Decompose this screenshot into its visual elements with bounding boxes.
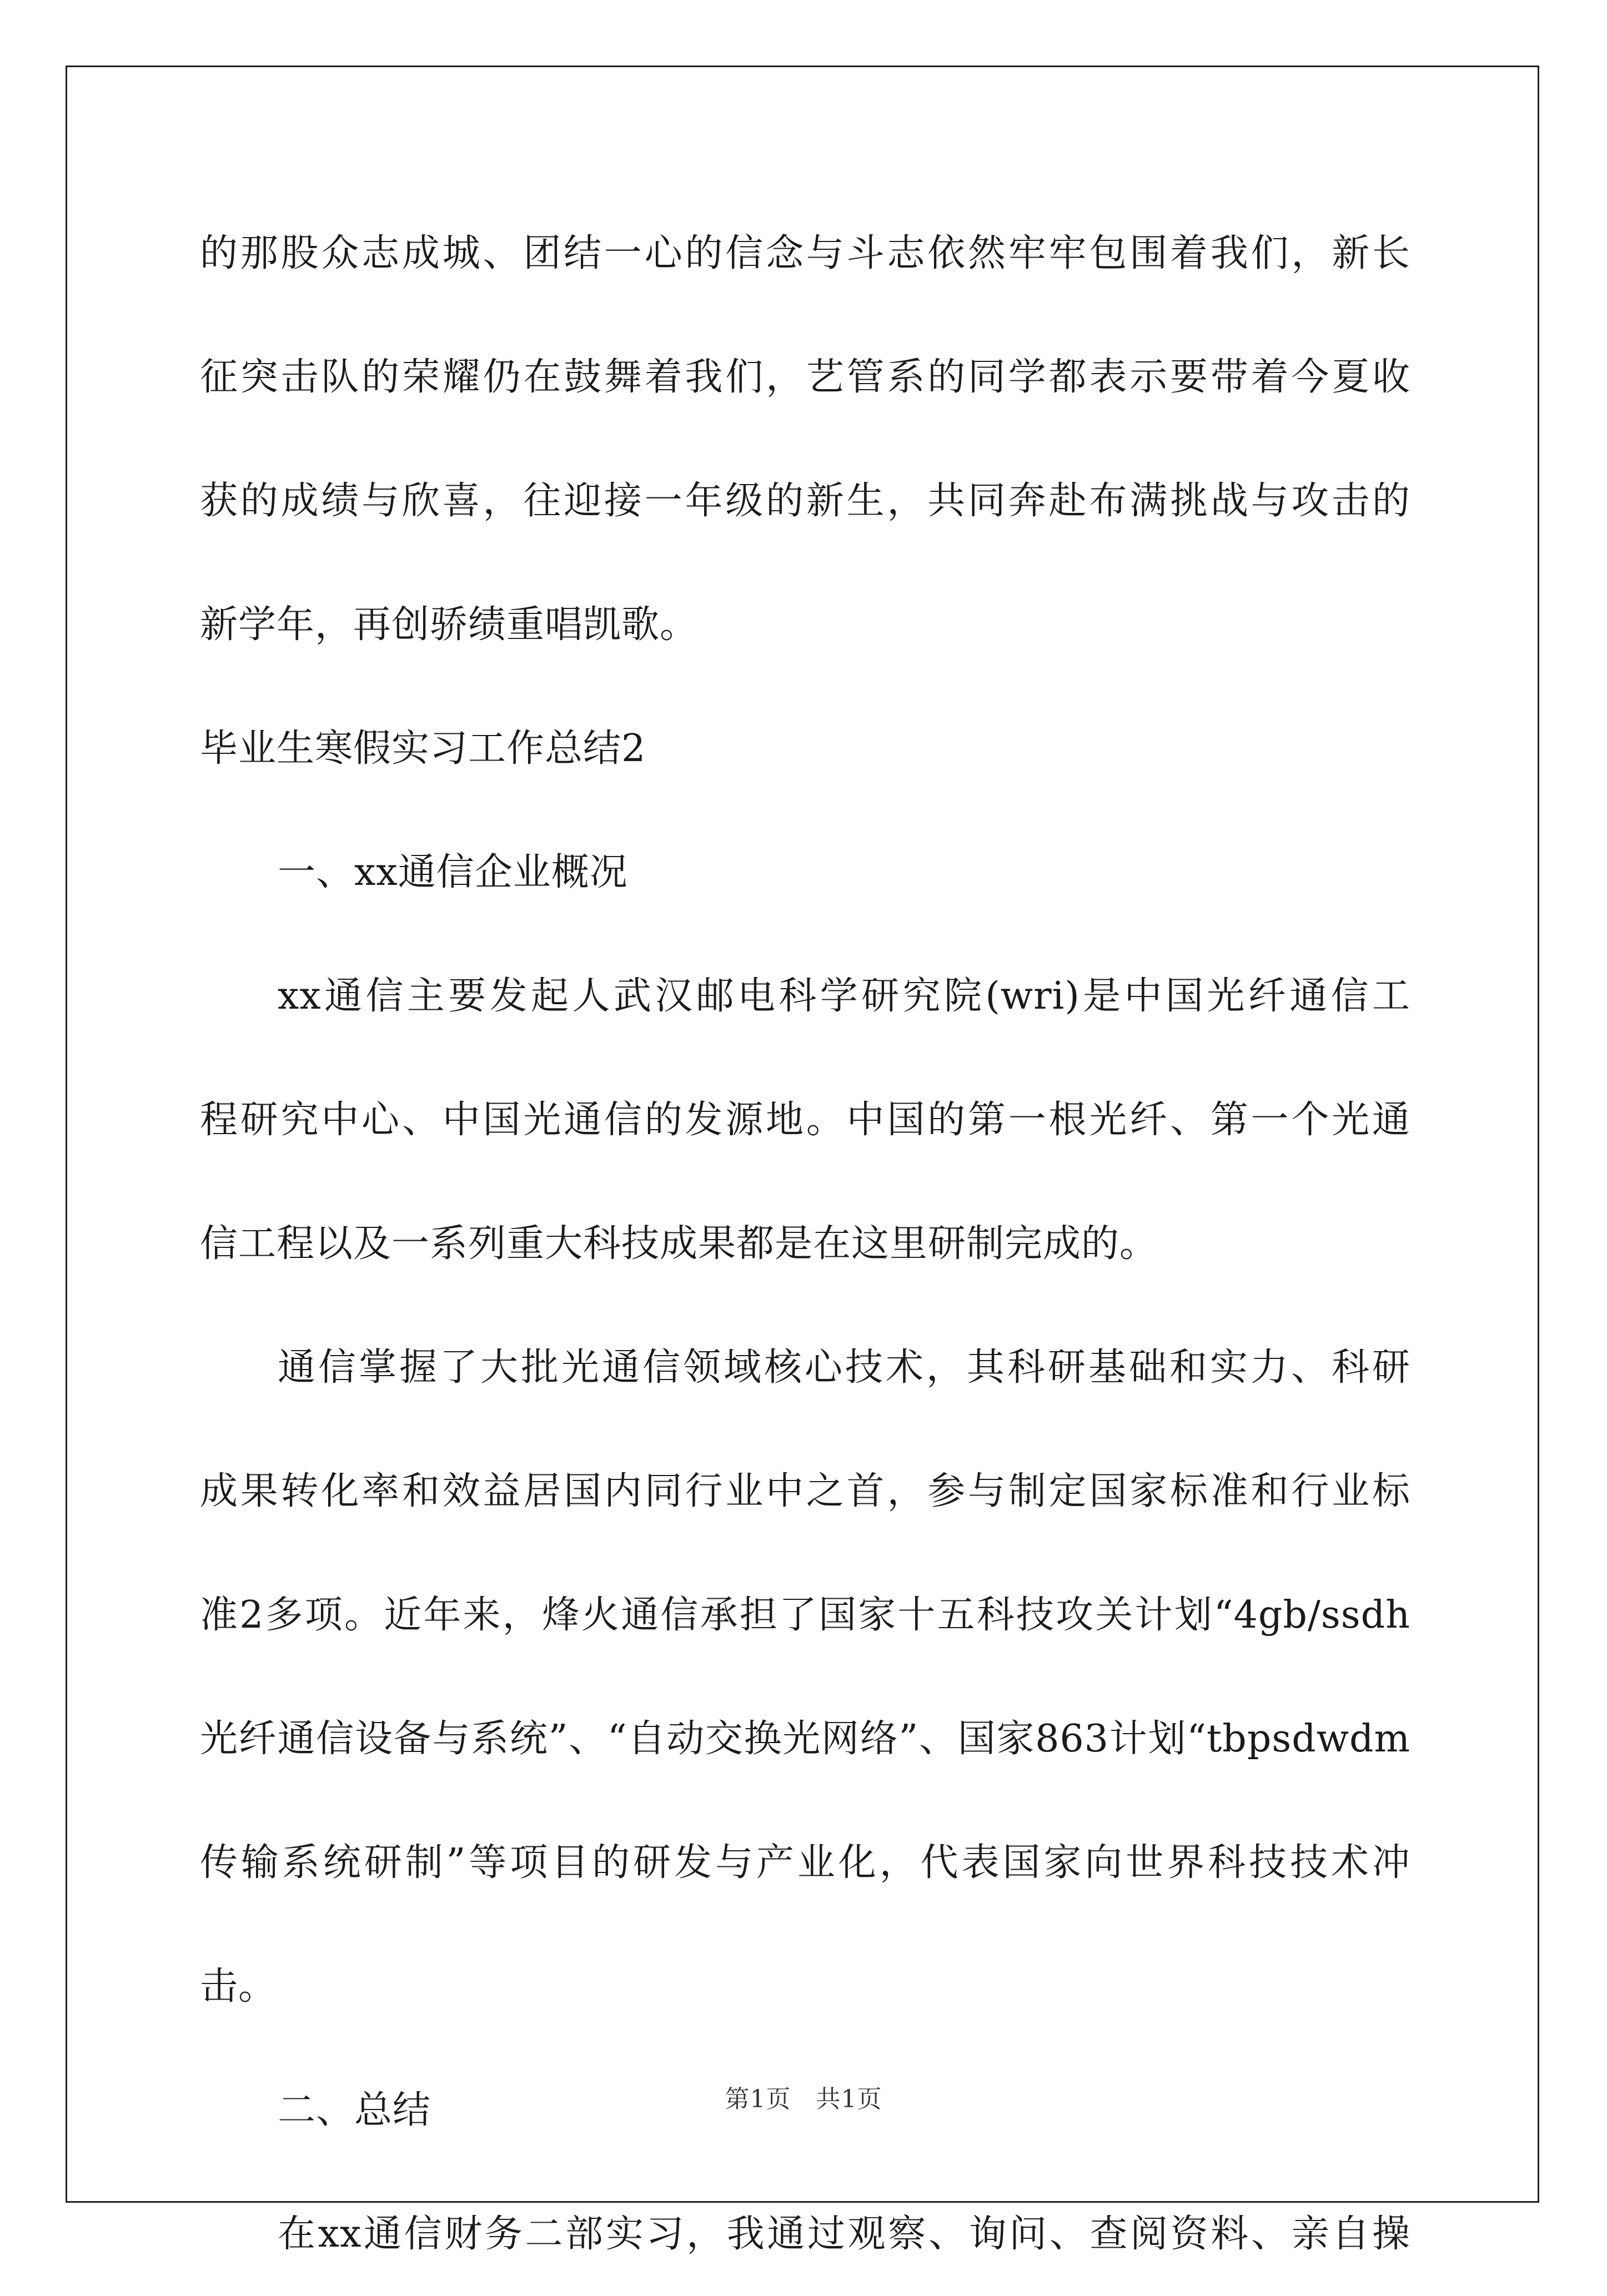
- paragraph-line: 准2多项。近年来，烽火通信承担了国家十五科技攻关计划“4gb/ssdh: [200, 1593, 1410, 1637]
- paragraph-line: 通信掌握了大批光通信领域核心技术，其科研基础和实力、科研: [278, 1346, 1410, 1389]
- section-heading: 二、总结: [278, 2088, 431, 2132]
- paragraph-line: 的那股众志成城、团结一心的信念与斗志依然牢牢包围着我们，新长: [200, 231, 1410, 275]
- section-title: 毕业生寒假实习工作总结2: [200, 727, 646, 771]
- paragraph-line: 传输系统研制”等项目的研发与产业化，代表国家向世界科技技术冲: [200, 1841, 1410, 1885]
- paragraph-line: xx通信主要发起人武汉邮电科学研究院(wri)是中国光纤通信工: [278, 974, 1410, 1018]
- paragraph-line: 程研究中心、中国光通信的发源地。中国的第一根光纤、第一个光通: [200, 1098, 1410, 1142]
- paragraph-line: 光纤通信设备与系统”、“自动交换光网络”、国家863计划“tbpsdwdm: [200, 1717, 1410, 1761]
- paragraph-line: 新学年，再创骄绩重唱凯歌。: [200, 603, 699, 647]
- section-heading: 一、xx通信企业概况: [278, 850, 628, 894]
- paragraph-line: 在xx通信财务二部实习，我通过观察、询问、查阅资料、亲自操: [278, 2212, 1410, 2256]
- paragraph-line: 成果转化率和效益居国内同行业中之首，参与制定国家标准和行业标: [200, 1469, 1410, 1513]
- document-body: [200, 192, 1410, 2296]
- paragraph-line: 征突击队的荣耀仍在鼓舞着我们，艺管系的同学都表示要带着今夏收: [200, 355, 1410, 399]
- paragraph-line: 击。: [200, 1965, 277, 2008]
- paragraph-line: 信工程以及一系列重大科技成果都是在这里研制完成的。: [200, 1222, 1158, 1266]
- page-number: 第1页 共1页: [725, 2085, 882, 2113]
- paragraph-line: 获的成绩与欣喜，往迎接一年级的新生，共同奔赴布满挑战与攻击的: [200, 479, 1410, 523]
